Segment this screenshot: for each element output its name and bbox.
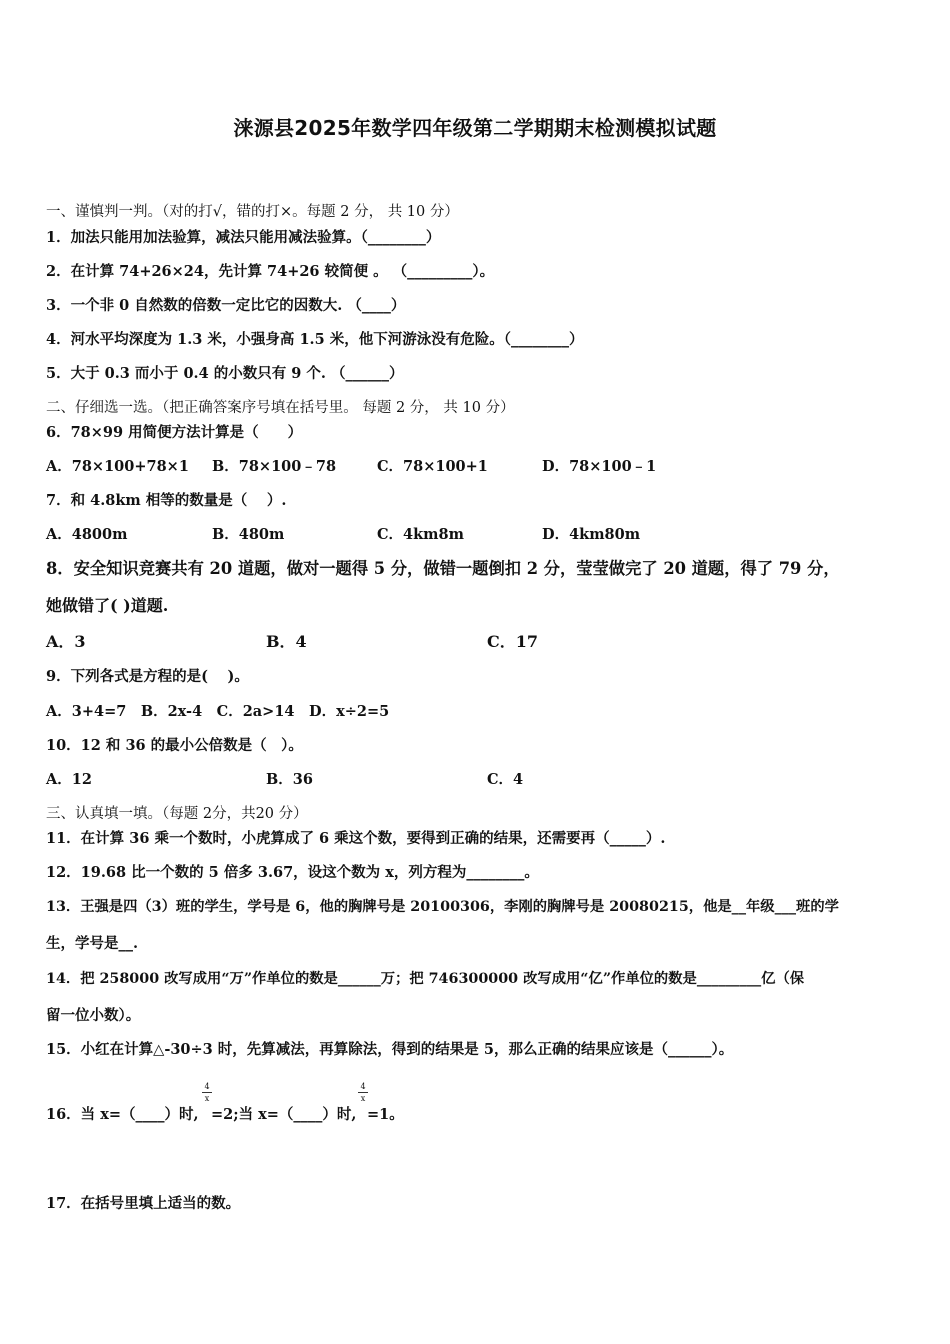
question-11: 11．在计算 36 乘一个数时，小虎算成了 6 乘这个数，要得到正确的结果，还需要再（_____）. bbox=[46, 830, 666, 847]
q16-fraction-2-denominator: x bbox=[360, 1094, 366, 1103]
question-5: 5．大于 0.3 而小于 0.4 的小数只有 9 个. （______） bbox=[46, 365, 404, 382]
question-15: 15．小红在计算△-30÷3 时，先算减法，再算除法，得到的结果是 5，那么正确的结果应该是（______）。 bbox=[46, 1041, 734, 1058]
question-1: 1．加法只能用加法验算，减法只能用减法验算。（________） bbox=[46, 229, 441, 246]
question-14-line-2: 留一位小数）。 bbox=[46, 1007, 141, 1024]
question-4: 4．河水平均深度为 1.3 米，小强身高 1.5 米，他下河游泳没有危险。（________） bbox=[46, 331, 584, 348]
question-13-line-1: 13．王强是四（3）班的学生，学号是 6，他的胸牌号是 20100306，李刚的胸牌号是 20080215，他是__年级___班的学 bbox=[46, 899, 839, 915]
question-16-part-1: 16．当 x=（____）时, bbox=[46, 1106, 199, 1123]
question-6: 6．78×99 用简便方法计算是（ ） bbox=[46, 424, 303, 441]
q7-option-c: C．4km8m bbox=[377, 526, 464, 543]
question-17: 17．在括号里填上适当的数。 bbox=[46, 1195, 241, 1212]
q6-option-b: B．78×100﹣78 bbox=[212, 458, 337, 475]
question-12: 12．19.68 比一个数的 5 倍多 3.67，设这个数为 x，列方程为________。 bbox=[46, 864, 539, 881]
question-8-line-2: 她做错了( )道题. bbox=[46, 596, 169, 615]
q6-option-a: A．78×100+78×1 bbox=[46, 458, 189, 475]
question-9: 9．下列各式是方程的是( )。 bbox=[46, 668, 249, 685]
question-3: 3．一个非 0 自然数的倍数一定比它的因数大. （____） bbox=[46, 297, 406, 314]
question-16-part-2: =2;当 x=（____）时, bbox=[211, 1106, 357, 1123]
q6-option-c: C．78×100+1 bbox=[377, 458, 488, 475]
question-14-line-1: 14．把 258000 改写成用“万”作单位的数是______万；把 746300000 改写成用“亿”作单位的数是_________亿（保 bbox=[46, 971, 805, 987]
question-8-line-1: 8．安全知识竞赛共有 20 道题，做对一题得 5 分，做错一题倒扣 2 分，莹莹做完了 20 道题，得了 79 分， bbox=[46, 559, 840, 578]
question-7: 7．和 4.8km 相等的数量是（ ）. bbox=[46, 492, 287, 509]
q10-option-a: A．12 bbox=[46, 771, 92, 788]
q16-fraction-2-numerator: 4 bbox=[360, 1082, 366, 1091]
section-1-heading: 一、谨慎判一判。（对的打√，错的打×。每题 2 分， 共 10 分） bbox=[46, 204, 459, 220]
question-13-line-2: 生，学号是__. bbox=[46, 935, 139, 952]
q10-option-c: C．4 bbox=[487, 771, 524, 788]
q16-fraction-2 bbox=[358, 1082, 368, 1103]
q16-fraction-1-denominator: x bbox=[204, 1094, 210, 1103]
question-2: 2．在计算 74+26×24，先计算 74+26 较简便 。 （_________）。 bbox=[46, 263, 495, 280]
q8-option-c: C．17 bbox=[487, 632, 539, 651]
q8-option-b: B．4 bbox=[266, 632, 307, 651]
q16-fraction-1 bbox=[202, 1082, 212, 1103]
q7-option-d: D．4km80m bbox=[542, 526, 641, 543]
q16-fraction-1-numerator: 4 bbox=[204, 1082, 210, 1091]
q7-option-a: A．4800m bbox=[46, 526, 128, 543]
page-title: 涞源县2025年数学四年级第二学期期末检测模拟试题 bbox=[233, 116, 717, 140]
q7-option-b: B．480m bbox=[212, 526, 285, 543]
q6-option-d: D．78×100﹣1 bbox=[542, 458, 657, 475]
q8-option-a: A．3 bbox=[46, 632, 86, 651]
q9-options: A．3+4=7 B．2x-4 C．2a>14 D．x÷2=5 bbox=[46, 703, 390, 720]
q10-option-b: B．36 bbox=[266, 771, 313, 788]
section-2-heading: 二、仔细选一选。（把正确答案序号填在括号里。 每题 2 分， 共 10 分） bbox=[46, 400, 515, 416]
section-3-heading: 三、认真填一填。（每题 2分，共20 分） bbox=[46, 806, 308, 822]
question-10: 10．12 和 36 的最小公倍数是（ ）。 bbox=[46, 737, 303, 754]
question-16-part-3: =1。 bbox=[367, 1106, 404, 1123]
